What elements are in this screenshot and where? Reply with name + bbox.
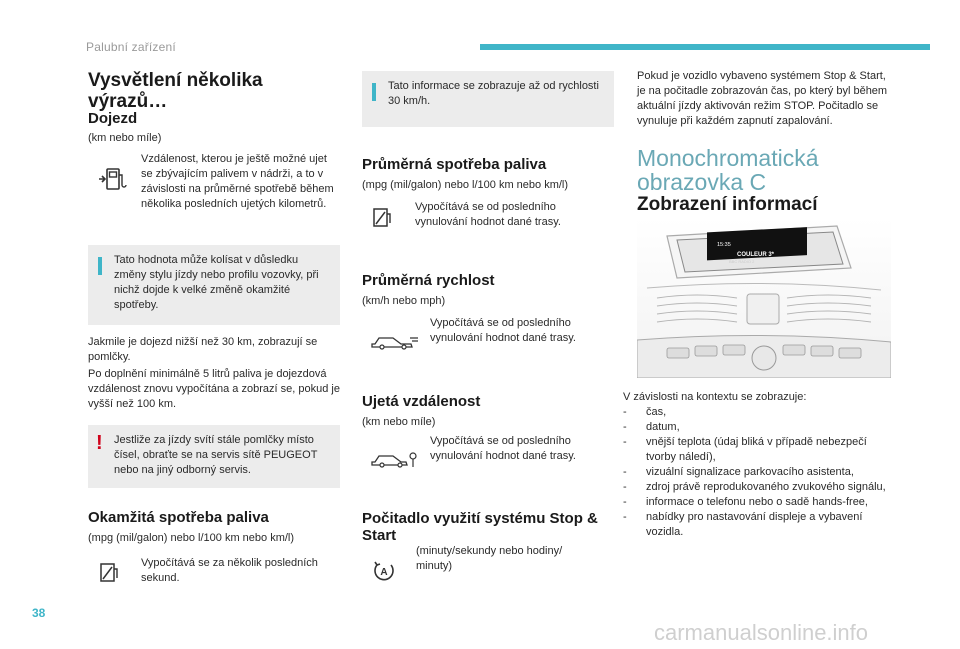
fuel-range-icon [97, 165, 127, 193]
prumerna-spotreba-unit: (mpg (mil/galon) nebo l/100 km nebo km/l) [362, 179, 569, 191]
dashboard-illustration [637, 218, 891, 378]
dojezd-unit: (km nebo míle) [88, 132, 162, 144]
dojezd-heading: Dojezd [88, 110, 138, 127]
dojezd-info-note [88, 245, 340, 325]
prumerna-rychlost-heading: Průměrná rychlost [362, 272, 495, 289]
list-item: - zdroj právě reprodukovaného zvukového signálu, [623, 480, 895, 495]
okamzita-description: Vypočítává se za několik posledních sekund. [141, 557, 318, 584]
page-number: 38 [32, 606, 46, 620]
ujeta-heading: Ujetá vzdálenost [362, 393, 481, 410]
list-item: - čas, [623, 405, 895, 420]
page-title: Vysvětlení několika výrazů… [88, 70, 263, 112]
ujeta-description: Vypočítává se od posledního vynulování hodnot dané trasy. [430, 435, 576, 462]
stopstart-heading: Počitadlo využití systému Stop & Start [362, 510, 598, 544]
list-item: - datum, [623, 420, 895, 435]
info-marker-icon [372, 83, 376, 101]
prumerna-rychlost-description: Vypočítává se od posledního vynulování hodnot dané trasy. [430, 317, 576, 344]
stop-start-icon [372, 558, 396, 582]
svg-text:A: A [380, 567, 388, 578]
stopstart-intro: Pokud je vozidlo vybaveno systémem Stop & Start, je na počitadle zobrazován čas, po který byl během aktuální jízdy aktivován režim STOP. Počitadlo se vynuluje při každém zapnutí zapalování. [637, 70, 888, 127]
screen-main-text: COULEUR 3* [737, 252, 775, 258]
watermark: carmanualsonline.info [654, 620, 869, 645]
list-item: - vizuální signalizace parkovacího asistenta, [623, 465, 895, 480]
mono-screen-title: Monochromatická obrazovka C [637, 145, 819, 195]
context-intro: V závislosti na kontextu se zobrazuje: [623, 391, 807, 403]
screen-sub-text: BBC RADIO 2 [729, 259, 755, 264]
list-item: - nabídky pro nastavování displeje a vybavení vozidla. [623, 510, 895, 540]
screen-time: 15:35 [717, 242, 731, 248]
list-item: - vnější teplota (údaj bliká v případě nebezpečí tvorby náledí), [623, 435, 895, 465]
prumerna-rychlost-unit: (km/h nebo mph) [362, 295, 446, 307]
instant-consumption-icon [99, 561, 121, 583]
ujeta-unit: (km nebo míle) [362, 416, 436, 428]
dojezd-paragraph-1: Jakmile je dojezd nižší než 30 km, zobrazují se pomlčky. [88, 336, 318, 363]
average-consumption-icon [372, 206, 394, 228]
okamzita-heading: Okamžitá spotřeba paliva [88, 509, 269, 526]
dojezd-description: Vzdálenost, kterou je ještě možné ujet se zbývajícím palivem v nádrži, a to v závislosti na průměrné spotřebě během několika posledních ujetých kilometrů. [141, 153, 334, 210]
dojezd-paragraph-2: Po doplnění minimálně 5 litrů paliva je dojezdová vzdálenost znovu vypočítána a zobrazí se, pokud je vyšší než 100 km. [88, 368, 340, 410]
dojezd-warning-note [88, 425, 340, 488]
prumerna-spotreba-heading: Průměrná spotřeba paliva [362, 156, 547, 173]
info-marker-icon [98, 257, 102, 275]
average-speed-car-icon [370, 332, 420, 350]
okamzita-unit: (mpg (mil/galon) nebo l/100 km nebo km/l) [88, 532, 295, 544]
speed-info-note [362, 71, 614, 127]
header-accent-bar [480, 44, 930, 50]
dojezd-warning-text: Jestliže za jízdy svítí stále pomlčky místo čísel, obraťte se na servis sítě PEUGEOT nebo na jiný odborný servis. [114, 434, 318, 476]
context-list [623, 405, 895, 540]
zobrazeni-title: Zobrazení informací [637, 194, 818, 215]
dojezd-note-text: Tato hodnota může kolísat v důsledku změny stylu jízdy nebo profilu vozovky, při nichž dojde k velké změně okamžité spotřeby. [114, 254, 319, 311]
section-label: Palubní zařízení [86, 40, 176, 54]
list-item: - informace o telefonu nebo o sadě hands-free, [623, 495, 895, 510]
prumerna-spotreba-description: Vypočítává se od posledního vynulování hodnot dané trasy. [415, 201, 561, 228]
stopstart-description: (minuty/sekundy nebo hodiny/ minuty) [416, 545, 563, 572]
distance-car-icon [370, 450, 420, 470]
warning-exclamation-icon: ! [96, 432, 103, 454]
speed-note-text: Tato informace se zobrazuje až od rychlosti 30 km/h. [388, 80, 599, 107]
